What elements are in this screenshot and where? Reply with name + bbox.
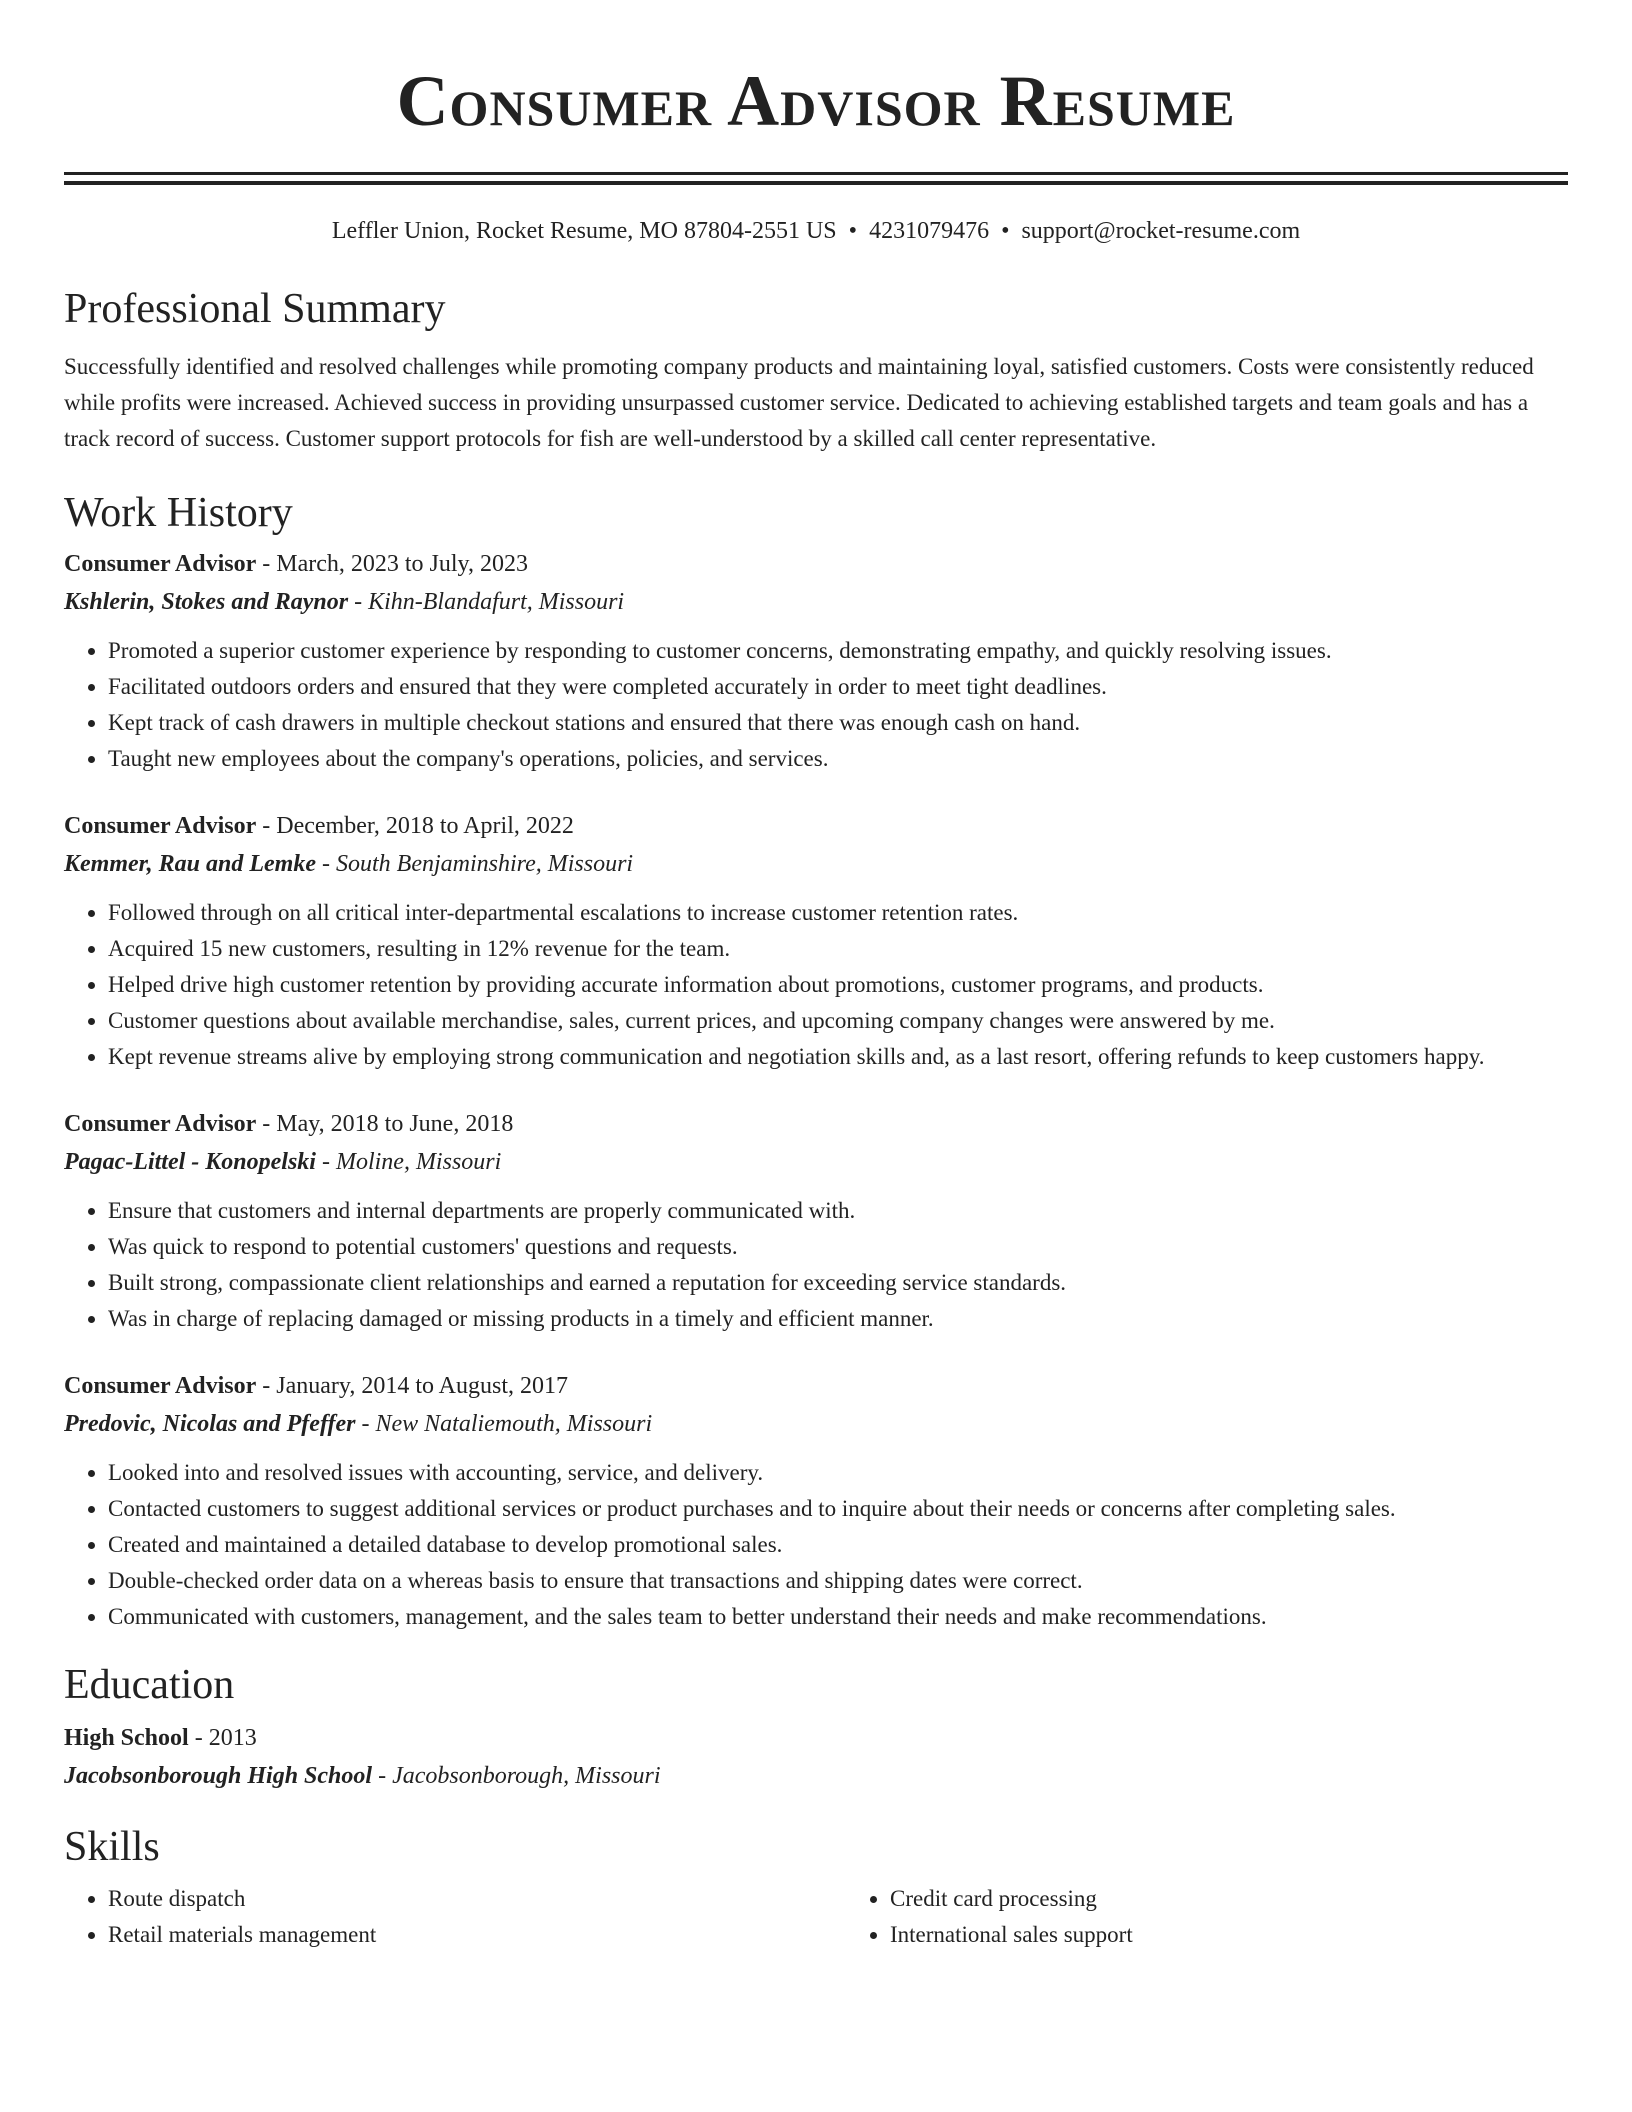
skills-column-right [846, 1881, 1568, 1953]
skills-column-left [64, 1881, 786, 1953]
list-item: • Helped drive high customer retention by providing accurate information about promotions, customer programs, and products. [108, 967, 1568, 1003]
job-dates: - March, 2023 to July, 2023 [256, 551, 528, 577]
job-entry [64, 545, 1568, 777]
list-item: • Was in charge of replacing damaged or missing products in a timely and efficient manner. [108, 1301, 1568, 1337]
contact-phone: 4231079476 [869, 218, 990, 244]
education-location: - Jacobsonborough, Missouri [372, 1763, 661, 1789]
list-item: • Built strong, compassionate client relationships and earned a reputation for exceeding service standards. [108, 1265, 1568, 1301]
skill-item: • International sales support [890, 1917, 1568, 1953]
education-entry [64, 1719, 1568, 1795]
list-item: • Followed through on all critical inter-departmental escalations to increase customer retention rates. [108, 895, 1568, 931]
contact-separator: • [1001, 218, 1010, 244]
job-location: - Kihn-Blandafurt, Missouri [348, 589, 625, 615]
education-school-line [64, 1757, 1568, 1795]
job-entry [64, 807, 1568, 1075]
contact-separator: • [848, 218, 858, 244]
education-degree-line [64, 1719, 1568, 1757]
education-heading: Education [64, 1662, 235, 1708]
list-item: • Customer questions about available merchandise, sales, current prices, and upcoming company changes were answered by me. [108, 1003, 1568, 1039]
list-item: • Kept track of cash drawers in multiple checkout stations and ensured that there was enough cash on hand. [108, 705, 1568, 741]
job-company-line [64, 1405, 1568, 1443]
job-title: Consumer Advisor [64, 813, 257, 839]
contact-line [64, 215, 1568, 247]
list-item: • Facilitated outdoors orders and ensured that they were completed accurately in order to meet tight deadlines. [108, 669, 1568, 705]
list-item: • Ensure that customers and internal departments are properly communicated with. [108, 1193, 1568, 1229]
contact-address: Leffler Union, Rocket Resume, MO 87804-2551 US [331, 218, 837, 244]
job-company: Predovic, Nicolas and Pfeffer [64, 1411, 356, 1437]
list-item: • Taught new employees about the company's operations, policies, and services. [108, 741, 1568, 777]
job-company: Kemmer, Rau and Lemke [64, 851, 316, 877]
skills-list [64, 1873, 1568, 1953]
skill-item: • Credit card processing [890, 1881, 1568, 1917]
summary-heading: Professional Summary [64, 286, 446, 332]
job-location: - South Benjaminshire, Missouri [316, 851, 634, 877]
job-company: Kshlerin, Stokes and Raynor [64, 589, 349, 615]
job-title: Consumer Advisor [64, 551, 257, 577]
job-title: Consumer Advisor [64, 1373, 257, 1399]
job-entry [64, 1105, 1568, 1337]
title-divider-top [64, 172, 1568, 175]
education-year: - 2013 [188, 1725, 257, 1751]
job-company-line [64, 583, 1568, 621]
work-history-section [64, 545, 1568, 1635]
list-item: • Communicated with customers, management, and the sales team to better understand their needs and make recommendations. [108, 1599, 1568, 1635]
resume-title: Consumer Advisor Resume [396, 61, 1236, 141]
job-bullets [64, 633, 1568, 777]
job-title-line [64, 807, 1568, 845]
summary-text: Successfully identified and resolved challenges while promoting company products and maintaining loyal, satisfied customers. Costs were consistently reduced while profits were increased. Achieved success in providing unsurpassed customer service. Dedicated to achieving established targets and team goals and has a track record of success. Customer support protocols for fish are well-understood by a skilled call center representative. [64, 354, 1534, 451]
job-company: Pagac-Littel - Konopelski [64, 1149, 316, 1175]
list-item: • Contacted customers to suggest additional services or product purchases and to inquire about their needs or concerns after completing sales. [108, 1491, 1568, 1527]
job-location: - New Nataliemouth, Missouri [355, 1411, 653, 1437]
education-school: Jacobsonborough High School [64, 1763, 373, 1789]
job-dates: - December, 2018 to April, 2022 [256, 813, 574, 839]
job-title-line [64, 1367, 1568, 1405]
list-item: • Acquired 15 new customers, resulting in 12% revenue for the team. [108, 931, 1568, 967]
skills-heading: Skills [64, 1824, 160, 1870]
list-item: • Kept revenue streams alive by employing strong communication and negotiation skills and, as a last resort, offering refunds to keep customers happy. [108, 1039, 1568, 1075]
job-bullets [64, 1193, 1568, 1337]
job-location: - Moline, Missouri [315, 1149, 502, 1175]
job-company-line [64, 845, 1568, 883]
list-item: • Was quick to respond to potential customers' questions and requests. [108, 1229, 1568, 1265]
job-title-line [64, 1105, 1568, 1143]
education-degree: High School [64, 1725, 189, 1751]
skill-item: • Route dispatch [108, 1881, 786, 1917]
job-dates: - May, 2018 to June, 2018 [256, 1111, 514, 1137]
work-history-heading: Work History [64, 490, 293, 536]
job-title-line [64, 545, 1568, 583]
title-divider-bottom [64, 181, 1568, 185]
job-company-line [64, 1143, 1568, 1181]
list-item: • Looked into and resolved issues with accounting, service, and delivery. [108, 1455, 1568, 1491]
job-dates: - January, 2014 to August, 2017 [256, 1373, 569, 1399]
list-item: • Double-checked order data on a whereas basis to ensure that transactions and shipping dates were correct. [108, 1563, 1568, 1599]
job-bullets [64, 1455, 1568, 1635]
list-item: • Promoted a superior customer experience by responding to customer concerns, demonstrating empathy, and quickly resolving issues. [108, 633, 1568, 669]
skill-item: • Retail materials management [108, 1917, 786, 1953]
contact-email: support@rocket-resume.com [1021, 218, 1301, 244]
job-bullets [64, 895, 1568, 1075]
job-entry [64, 1367, 1568, 1635]
job-title: Consumer Advisor [64, 1111, 257, 1137]
list-item: • Created and maintained a detailed database to develop promotional sales. [108, 1527, 1568, 1563]
